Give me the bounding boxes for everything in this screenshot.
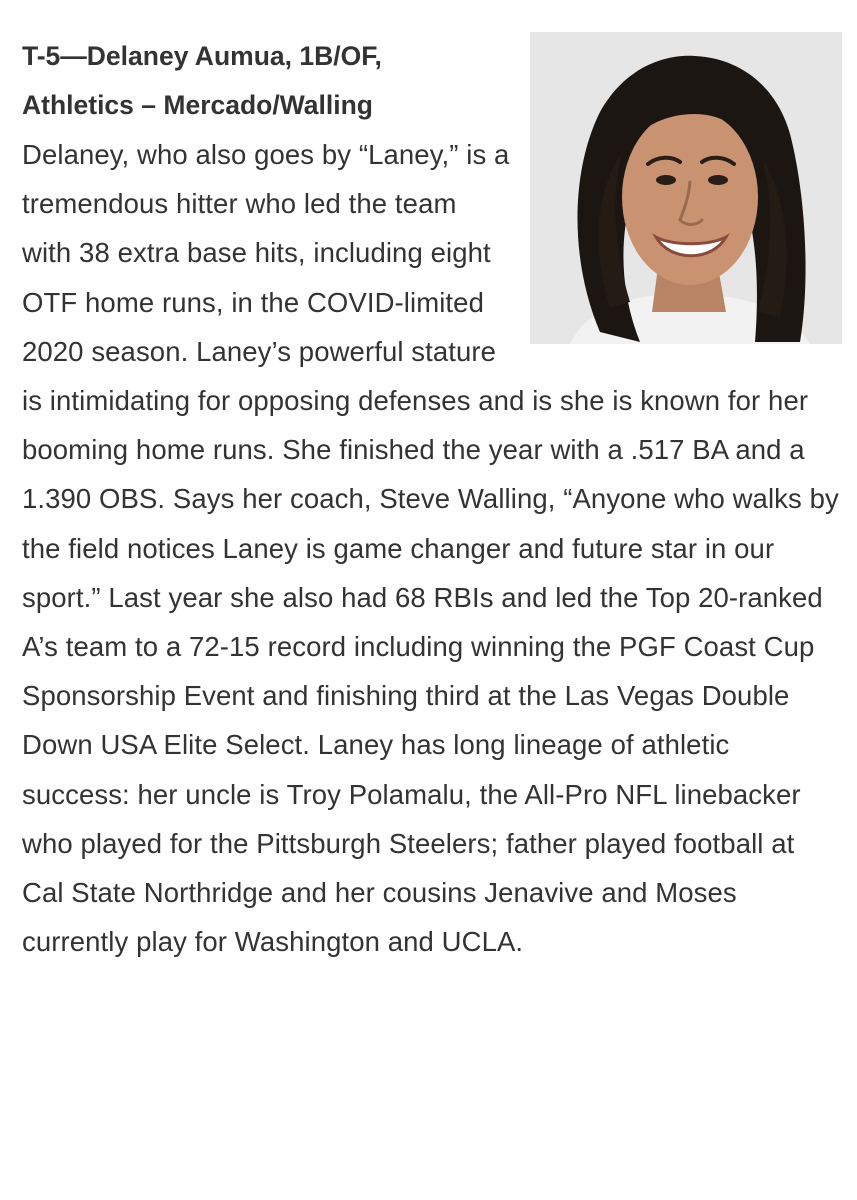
article (22, 32, 842, 966)
headline-line-2: Athletics – Mercado/Walling (22, 90, 373, 120)
headline-line-1: T-5—Delaney Aumua, 1B/OF, (22, 41, 382, 71)
headshot-illustration (530, 32, 842, 344)
player-headshot-photo (530, 32, 842, 344)
article-body: Delaney, who also goes by “Laney,” is a tremendous hitter who led the team with 38 extra base hits, including eight OTF home runs, in the COVID-limited 2020 season. Laney’s powerful stature is intimidating for opposing defenses and is she is known for her booming home runs. She finished the year with a .517 BA and a 1.390 OBS. Says her coach, Steve Walling, “Anyone who walks by the field notices Laney is game changer and future star in our sport.” Last year she also had 68 RBIs and led the Top 20-ranked A’s team to a 72-15 record including winning the PGF Coast Cup Sponsorship Event and finishing third at the Las Vegas Double Down USA Elite Select. Laney has long lineage of athletic success: her uncle is Troy Polamalu, the All-Pro NFL linebacker who played for the Pittsburgh Steelers; father played football at Cal State Northridge and her cousins Jenavive and Moses currently play for Washington and UCLA. (22, 139, 839, 958)
